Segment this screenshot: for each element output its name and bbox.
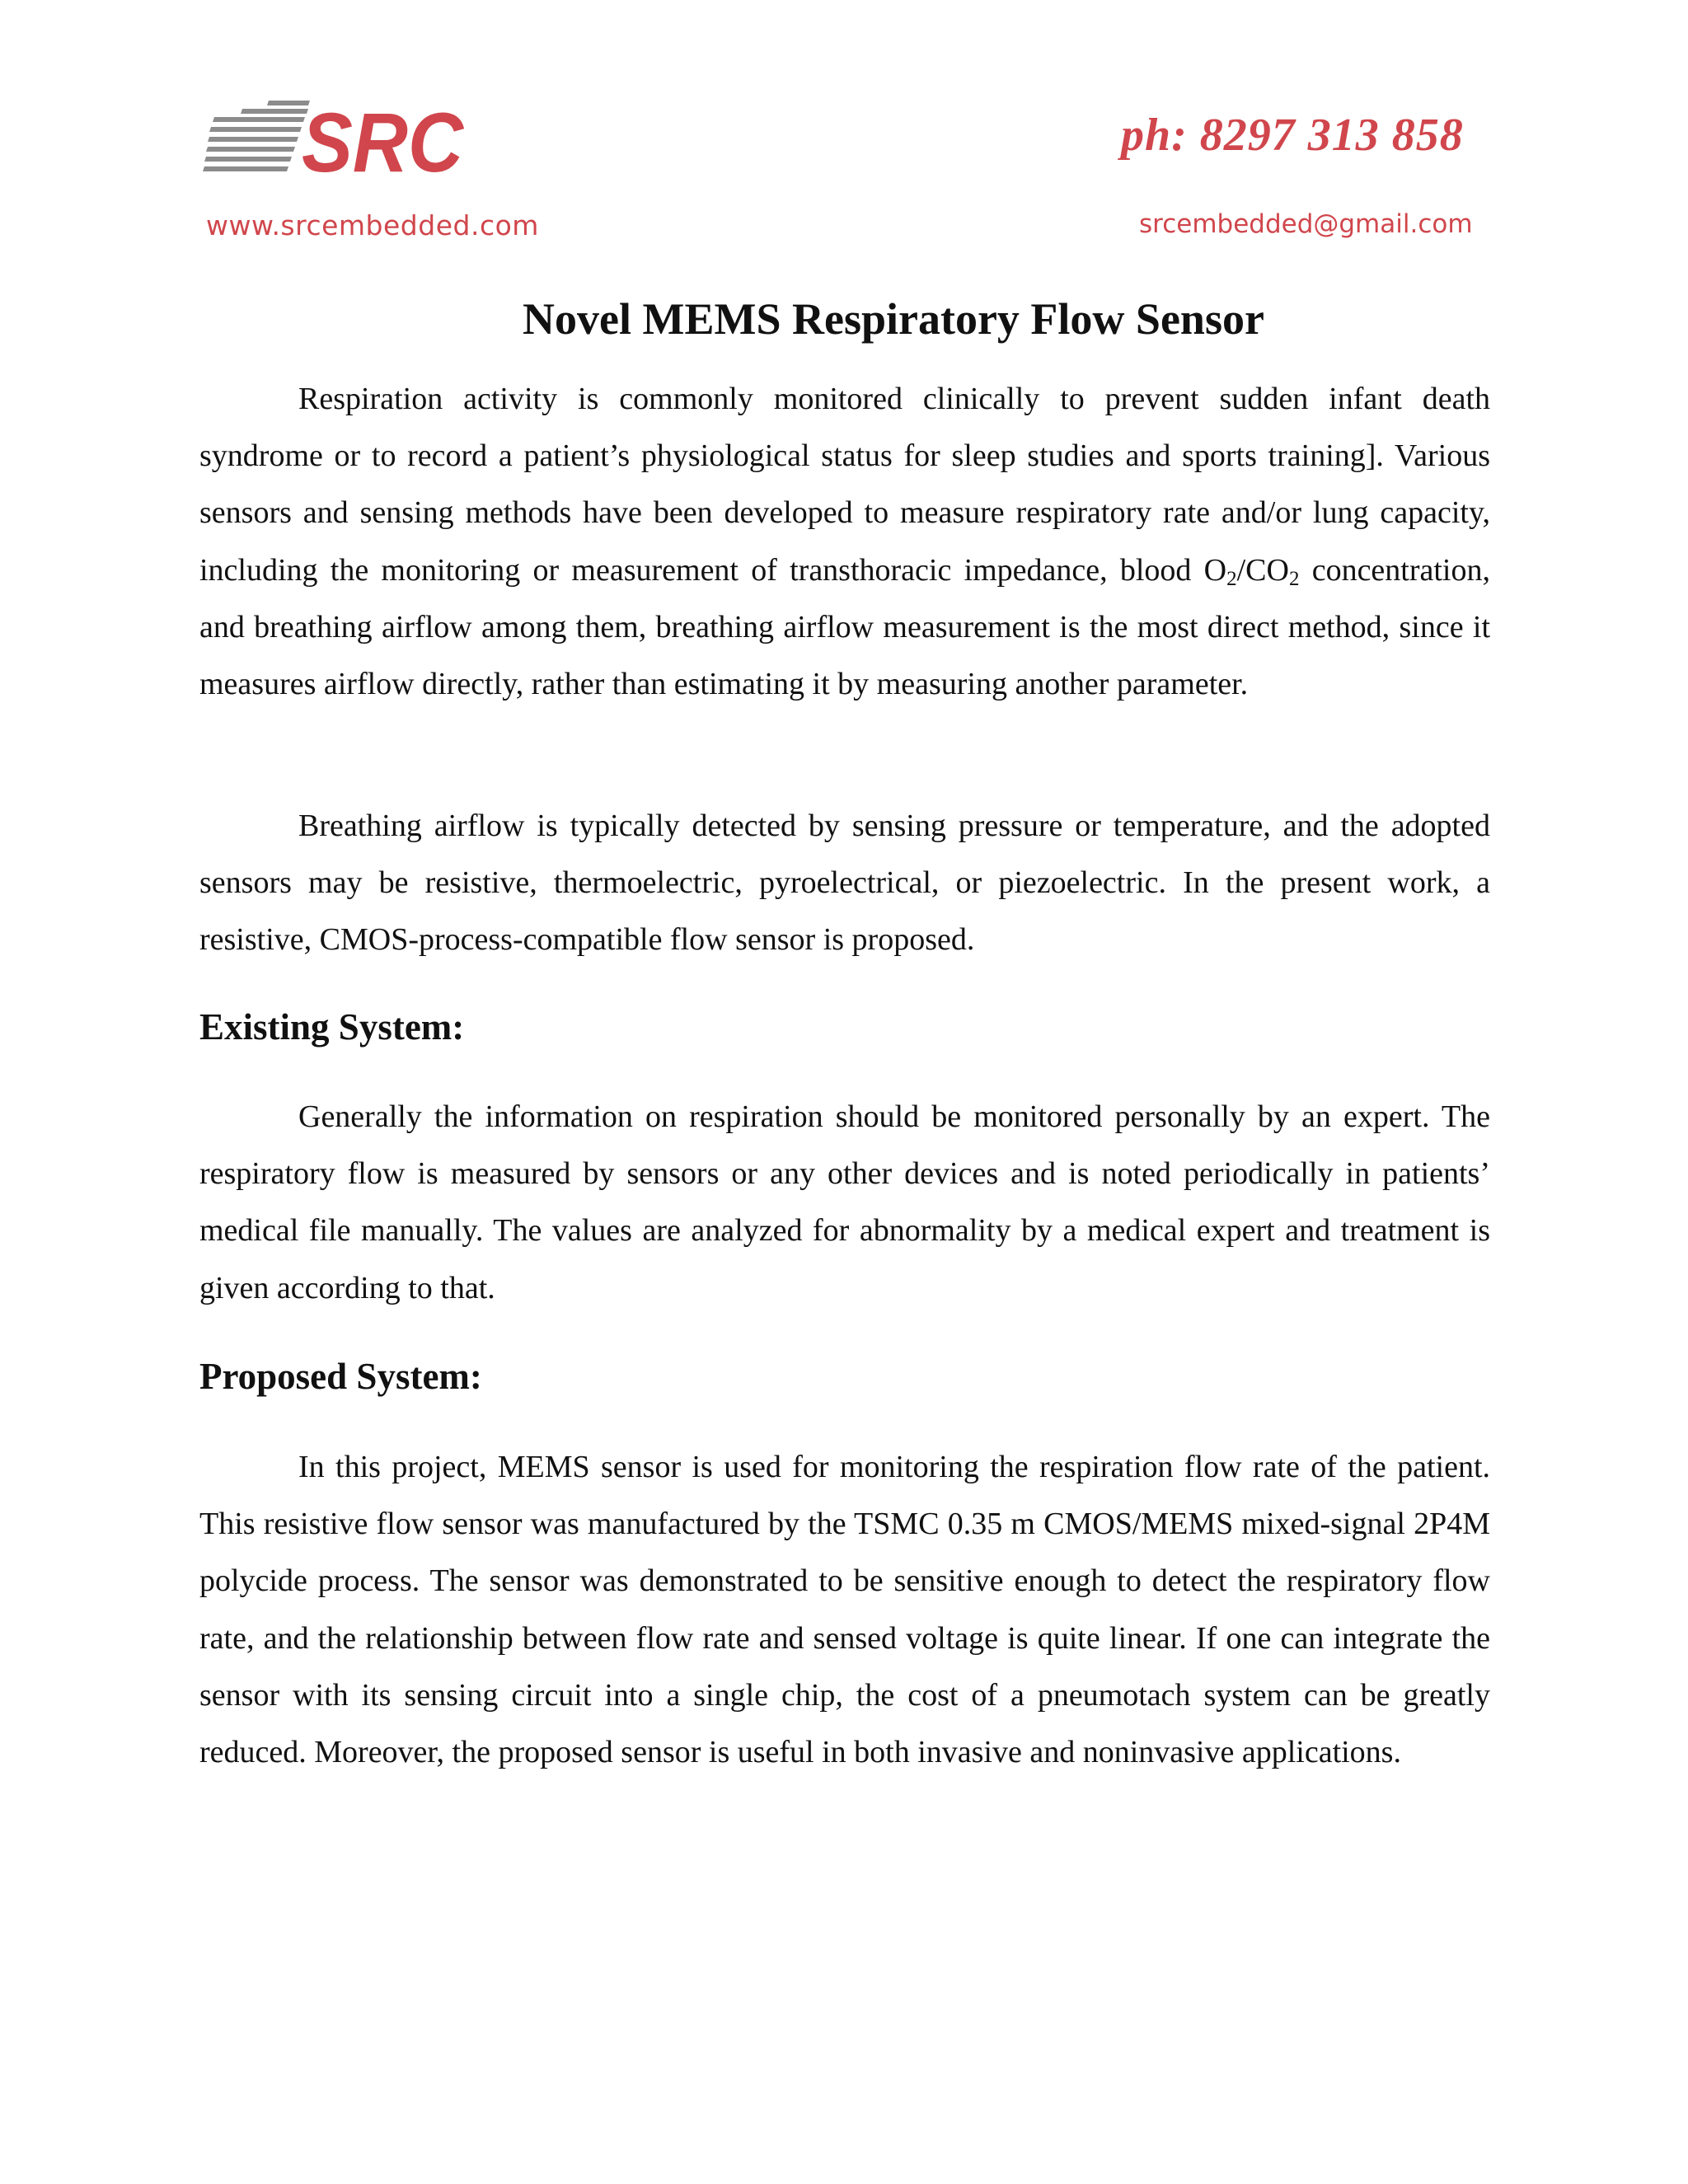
intro-text-c: concentration, and breathing airflow among them, breathing airflow measurement is the most direct method, since it measures airflow directly, rather than estimating it by measuring another parameter.: [199, 552, 1490, 702]
email-link[interactable]: srcembedded@gmail.com: [1139, 209, 1473, 239]
phone-number: ph: 8297 313 858: [1121, 110, 1464, 161]
intro-paragraph-1: [199, 371, 1490, 713]
co2-subscript: 2: [1288, 567, 1300, 590]
o2-subscript: 2: [1226, 567, 1237, 590]
intro-text-b: /CO: [1236, 552, 1289, 588]
proposed-system-paragraph: In this project, MEMS sensor is used for monitoring the respiration flow rate of the patient. This resistive flow sensor was manufactured by the TSMC 0.35 m CMOS/MEMS mixed-signal 2P4M polycide process. The sensor was demonstrated to be sensitive enough to detect the respiratory flow rate, and the relationship between flow rate and sensed voltage is quite linear. If one can integrate the sensor with its sensing circuit into a single chip, the cost of a pneumotach system can be greatly reduced. Moreover, the proposed sensor is useful in both invasive and noninvasive applications.: [199, 1450, 1490, 1770]
existing-system-paragraph: Generally the information on respiration should be monitored personally by an expert. The respiratory flow is measured by sensors or any other devices and is noted periodically in patients’ medical file manually. The values are analyzed for abnormality by a medical expert and treatment is given according to that.: [199, 1099, 1490, 1305]
intro-text-a: Respiration activity is commonly monitored clinically to prevent sudden infant death syndrome or to record a patient’s physiological status for sleep studies and sports training]. Various sensors and sensing methods have been developed to measure respiratory rate and/or lung capacity, including the monitoring or measurement of transthoracic impedance, blood O: [199, 382, 1490, 588]
src-logo: [203, 97, 467, 180]
document-title: Novel MEMS Respiratory Flow Sensor: [523, 294, 1264, 344]
logo-stripes: [203, 101, 310, 171]
intro-paragraph-2: Breathing airflow is typically detected by sensing pressure or temperature, and the adopted sensors may be resistive, thermoelectric, pyroelectrical, or piezoelectric. In the present work, a resistive, CMOS-process-compatible flow sensor is proposed.: [199, 808, 1490, 958]
website-link[interactable]: www.srcembedded.com: [206, 209, 539, 241]
logo-text: SRC: [302, 97, 465, 180]
proposed-system-heading: Proposed System:: [199, 1356, 482, 1397]
existing-system-heading: Existing System:: [199, 1006, 465, 1047]
